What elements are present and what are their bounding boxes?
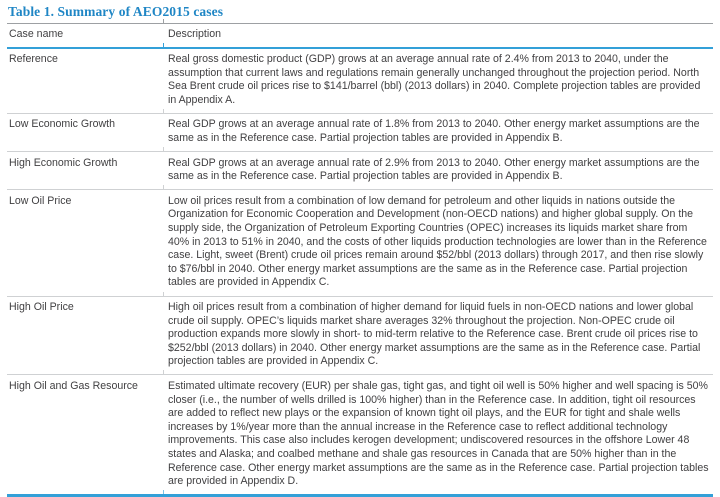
- column-header-case-name: Case name: [9, 28, 64, 40]
- case-name-cell: High Oil and Gas Resource: [9, 379, 138, 392]
- table-row: [7, 113, 713, 151]
- case-name-cell: Reference: [9, 53, 58, 66]
- table-row: [7, 374, 713, 494]
- description-cell: Real GDP grows at an average annual rate of 2.9% from 2013 to 2040. Other energy market assumptions are the same as in the Reference case. Partial projection tables are provided in Appendix B.: [168, 156, 700, 183]
- table-header-row: [7, 23, 713, 49]
- case-name-cell: Low Oil Price: [9, 194, 72, 207]
- table-row: [7, 49, 713, 113]
- table-row: [7, 151, 713, 189]
- table-row: [7, 189, 713, 295]
- description-cell: High oil prices result from a combination of higher demand for liquid fuels in non-OECD nations and lower global crude oil supply. OPEC’s liquids market share averages 32% throughout the projection. Non-OPEC crude oil production expands more slowly in short- to mid-term relative to the Reference case. Brent crude oil prices rise to $252/bbl (2013 dollars) in 2040. Other energy market assumptions are the same as in the Reference case. Partial projection tables are provided in Appendix C.: [168, 301, 701, 368]
- case-name-cell: High Oil Price: [9, 301, 74, 313]
- aeo-cases-table: [7, 23, 713, 497]
- table-title: Table 1. Summary of AEO2015 cases: [8, 4, 224, 19]
- description-cell: Estimated ultimate recovery (EUR) per shale gas, tight gas, and tight oil well is 50% higher and well spacing is 50% closer (i.e., the number of wells drilled is 100% higher) than in the Reference case. In addition, tight oil resources are added to reflect new plays or the expansion of known tight oil plays, and the EUR for tight and shale wells increases by 1%/year more than the annual increase in the Reference case to reflect additional technology improvements. This case also includes kerogen development; undiscovered resources in the offshore Lower 48 states and Alaska; and coalbed methane and shale gas resources in Canada that are 50% higher than in the Reference case. Other energy market assumptions are the same as in the Reference case. Partial projection tables are provided in Appendix D.: [168, 379, 709, 488]
- description-cell: Real GDP grows at an average annual rate of 1.8% from 2013 to 2040. Other energy market assumptions are the same as in the Reference case. Partial projection tables are provided in Appendix B.: [168, 118, 700, 145]
- description-cell: Low oil prices result from a combination of low demand for petroleum and other liquids in nations outside the Organization for Economic Cooperation and Development (non-OECD nations) and higher global supply. On the supply side, the Organization of Petroleum Exporting Countries (OPEC) increases its liquids market share from 40% in 2013 to 51% in 2040, and the costs of other liquids production technologies are lower than in the Reference case. Light, sweet (Brent) crude oil prices remain around $52/bbl (2013 dollars) through 2017, and then rise slowly to $76/bbl in 2040. Other energy market assumptions are the same as in the Reference case. Partial projection tables are provided in Appendix C.: [168, 194, 707, 289]
- table-row: [7, 296, 713, 375]
- description-cell: Real gross domestic product (GDP) grows at an average annual rate of 2.4% from 2013 to 2040, under the assumption that current laws and regulations remain generally unchanged throughout the projection period. North Sea Brent crude oil prices rise to $141/barrel (bbl) (2013 dollars) in 2040. Complete projection tables are provided in Appendix A.: [168, 53, 701, 106]
- table-body: [7, 49, 713, 495]
- column-header-description: Description: [168, 28, 221, 40]
- case-name-cell: Low Economic Growth: [9, 118, 115, 131]
- document-page: [0, 4, 720, 497]
- case-name-cell: High Economic Growth: [9, 156, 118, 169]
